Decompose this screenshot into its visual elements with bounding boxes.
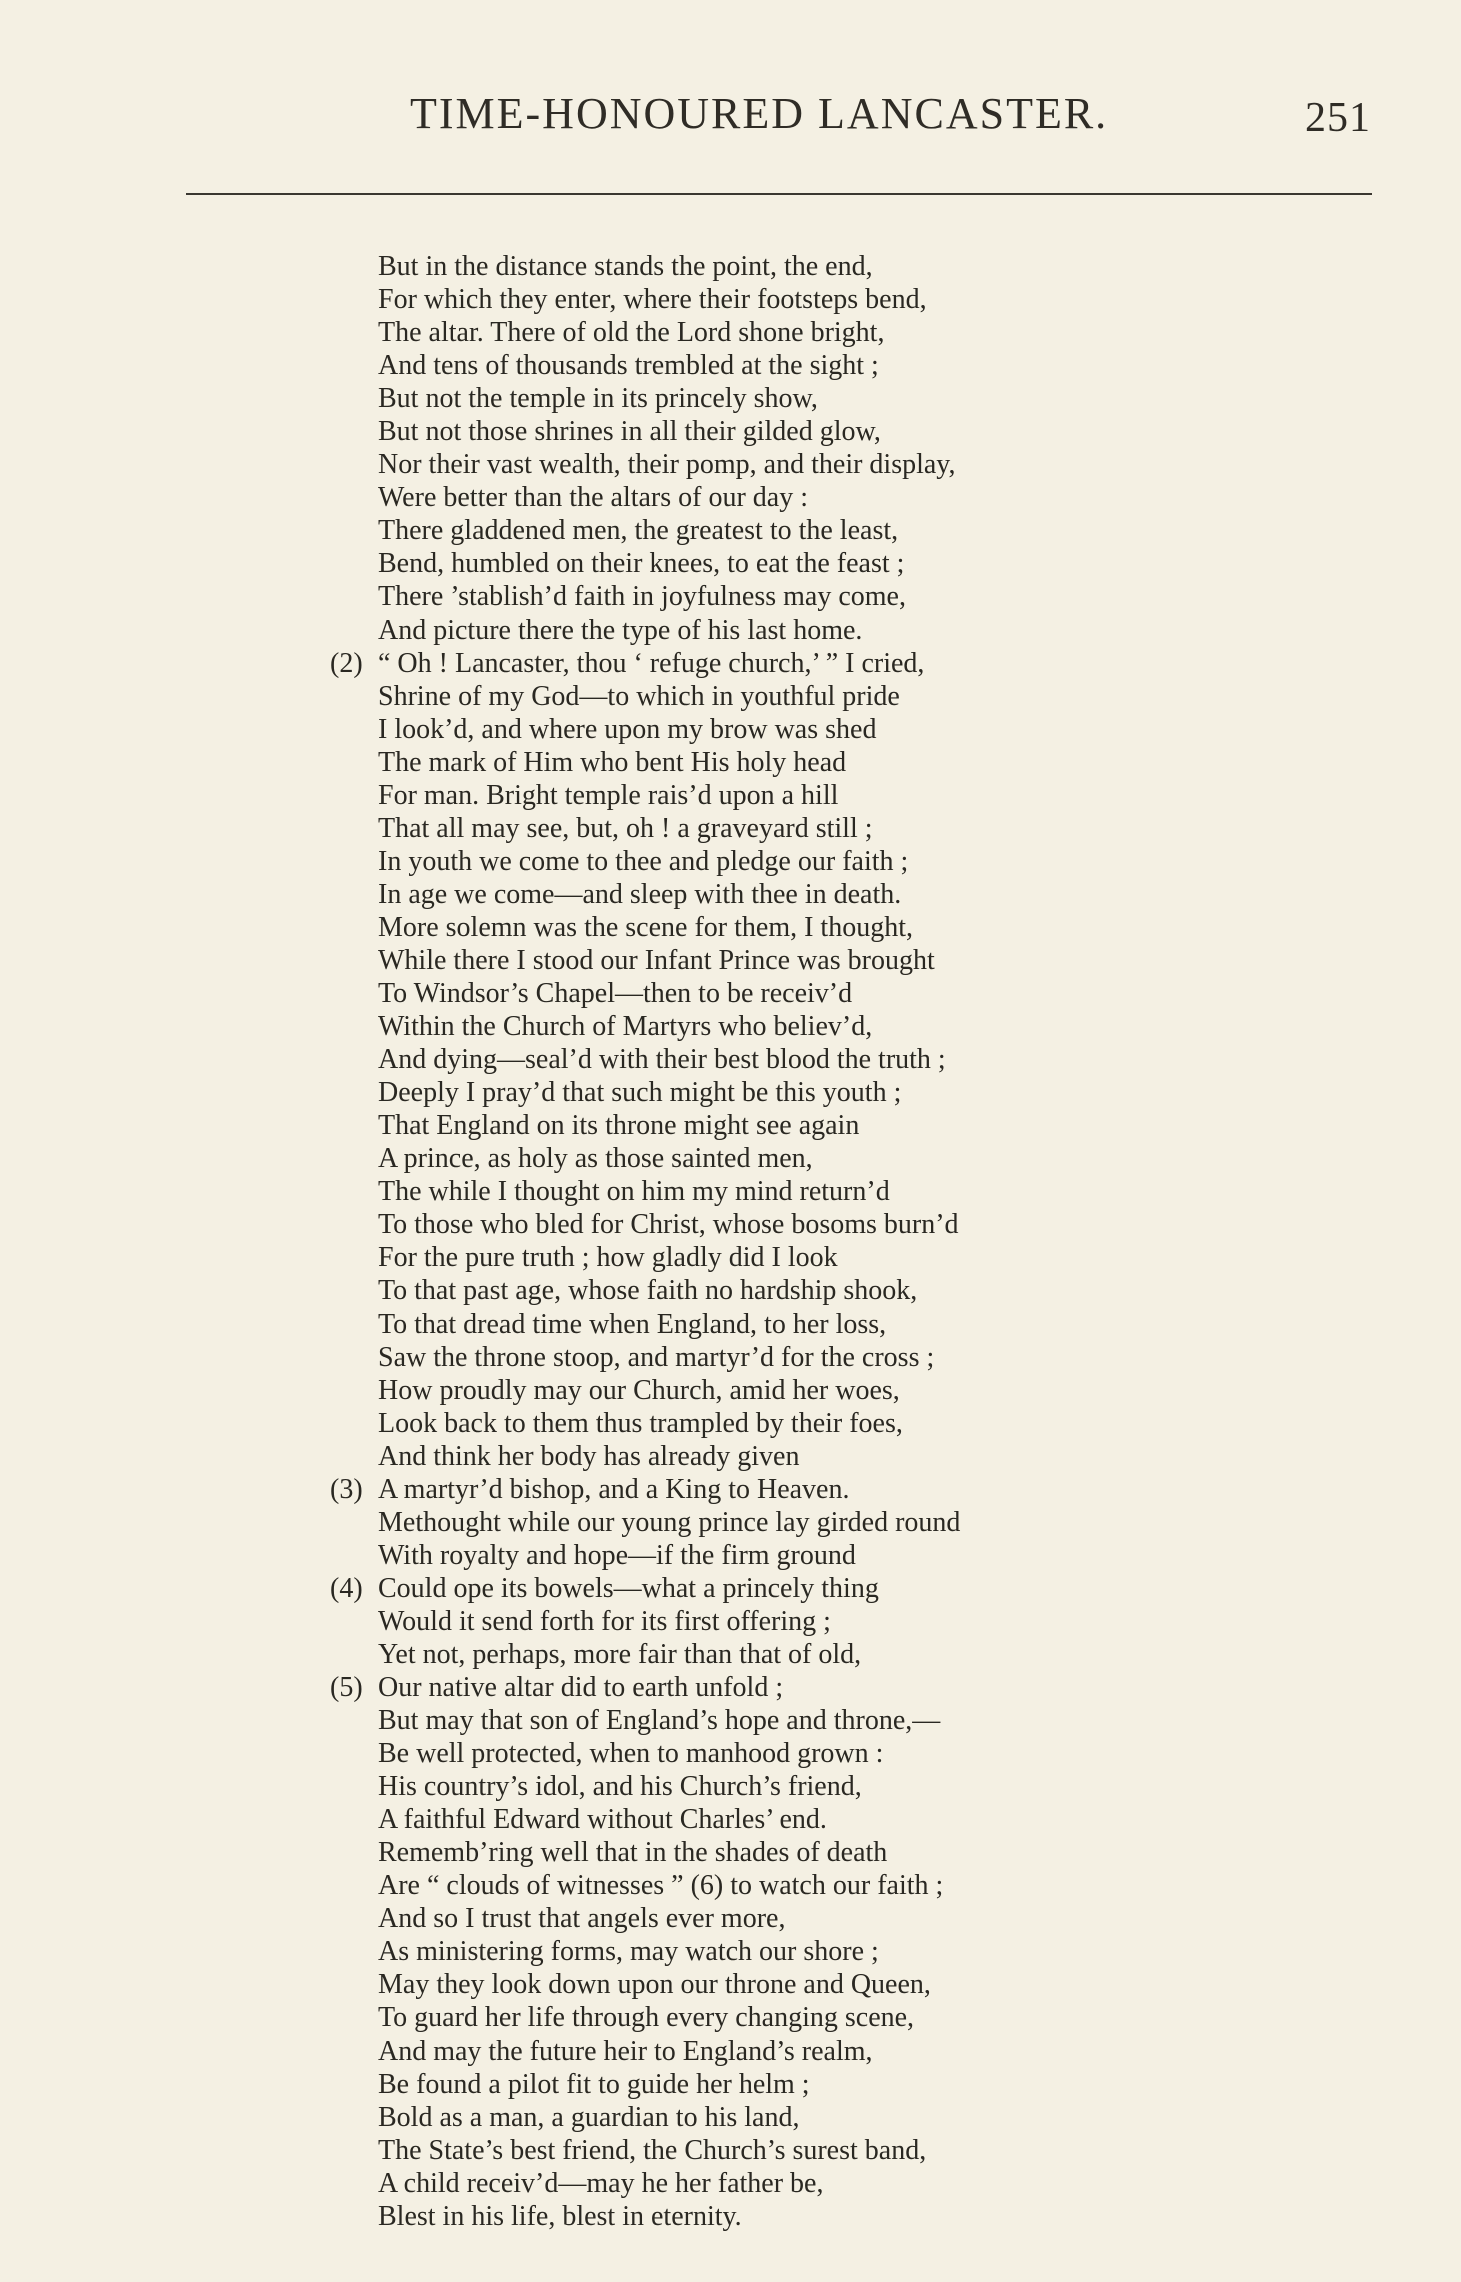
poem-line — [330, 2200, 1350, 2233]
poem-line-text: “ Oh ! Lancaster, thou ‘ refuge church,’ ” I cried, — [378, 647, 925, 679]
poem-line — [330, 283, 1350, 316]
running-head — [0, 88, 1461, 148]
poem-line-text: To that dread time when England, to her loss, — [378, 1308, 887, 1340]
poem-line — [330, 1671, 1350, 1704]
poem-line — [330, 1803, 1350, 1836]
poem-line — [330, 1968, 1350, 2001]
note-marker: (3) — [330, 1473, 363, 1505]
poem-line — [330, 1010, 1350, 1043]
poem-line-text: To those who bled for Christ, whose bosoms burn’d — [378, 1209, 959, 1241]
poem-line-text: Bold as a man, a guardian to his land, — [378, 2101, 800, 2133]
poem-line-text: A child receiv’d—may he her father be, — [378, 2167, 824, 2199]
header-rule — [186, 193, 1372, 195]
poem-line-text: And so I trust that angels ever more, — [378, 1903, 786, 1935]
poem-line-text: The mark of Him who bent His holy head — [378, 746, 847, 778]
poem-line-text: With royalty and hope—if the firm ground — [378, 1539, 856, 1571]
poem-line-text: Methought while our young prince lay girded round — [378, 1506, 961, 1538]
poem-line-text: But not the temple in its princely show, — [378, 383, 818, 415]
poem-line — [330, 977, 1350, 1010]
note-marker: (4) — [330, 1572, 363, 1604]
poem-line — [330, 1770, 1350, 1803]
poem-line — [330, 614, 1350, 647]
poem-line — [330, 1076, 1350, 1109]
poem-line-text: His country’s idol, and his Church’s friend, — [378, 1771, 862, 1803]
poem-line — [330, 878, 1350, 911]
poem-line — [330, 349, 1350, 382]
poem-line — [330, 1473, 1350, 1506]
poem-line-text: A prince, as holy as those sainted men, — [378, 1143, 813, 1175]
poem-line — [330, 1109, 1350, 1142]
poem-line — [330, 812, 1350, 845]
poem-line-text: To that past age, whose faith no hardship shook, — [378, 1275, 918, 1307]
poem-line — [330, 680, 1350, 713]
poem-line — [330, 2068, 1350, 2101]
poem-line — [330, 713, 1350, 746]
poem-line — [330, 1836, 1350, 1869]
poem-line — [330, 1043, 1350, 1076]
poem-line — [330, 547, 1350, 580]
poem-line-text: And may the future heir to England’s realm, — [378, 2035, 873, 2067]
poem-line-text: Nor their vast wealth, their pomp, and their display, — [378, 449, 956, 481]
poem-line-text: To guard her life through every changing scene, — [378, 2002, 915, 2034]
poem-line — [330, 1440, 1350, 1473]
poem-line — [330, 1407, 1350, 1440]
poem-line-text: Our native altar did to earth unfold ; — [378, 1672, 784, 1704]
poem-line-text: That all may see, but, oh ! a graveyard still ; — [378, 812, 873, 844]
poem-line-text: Saw the throne stoop, and martyr’d for the cross ; — [378, 1341, 935, 1373]
poem-line — [330, 1341, 1350, 1374]
poem-line-text: A faithful Edward without Charles’ end. — [378, 1804, 827, 1836]
poem-line — [330, 1638, 1350, 1671]
poem-line — [330, 2167, 1350, 2200]
poem-line — [330, 1539, 1350, 1572]
poem-line-text: Deeply I pray’d that such might be this youth ; — [378, 1077, 902, 1109]
poem-line-text: And think her body has already given — [378, 1440, 800, 1472]
poem-line-text: That England on its throne might see again — [378, 1110, 860, 1142]
poem-line-text: And tens of thousands trembled at the sight ; — [378, 350, 879, 382]
poem-line — [330, 514, 1350, 547]
poem-body — [330, 250, 1350, 2233]
poem-line-text: More solemn was the scene for them, I thought, — [378, 911, 913, 943]
poem-line — [330, 580, 1350, 613]
poem-line — [330, 1704, 1350, 1737]
poem-line — [330, 1274, 1350, 1307]
poem-line-text: How proudly may our Church, amid her woes, — [378, 1374, 900, 1406]
poem-line-text: But not those shrines in all their gilded glow, — [378, 416, 881, 448]
page-number: 251 — [1305, 95, 1371, 141]
poem-line-text: As ministering forms, may watch our shore ; — [378, 1936, 879, 1968]
poem-line — [330, 1308, 1350, 1341]
poem-line-text: But may that son of England’s hope and throne,— — [378, 1705, 941, 1737]
running-title: TIME-HONOURED LANCASTER. — [410, 89, 1109, 138]
poem-line-text: There ’stablish’d faith in joyfulness may come, — [378, 581, 906, 613]
poem-line — [330, 845, 1350, 878]
poem-line — [330, 779, 1350, 812]
poem-line — [330, 1208, 1350, 1241]
poem-line — [330, 911, 1350, 944]
poem-line-text: May they look down upon our throne and Queen, — [378, 1969, 931, 2001]
poem-line-text: For the pure truth ; how gladly did I look — [378, 1242, 838, 1274]
poem-line — [330, 448, 1350, 481]
poem-line-text: The State’s best friend, the Church’s surest band, — [378, 2134, 927, 2166]
poem-line — [330, 1737, 1350, 1770]
poem-line — [330, 382, 1350, 415]
poem-line-text: Bend, humbled on their knees, to eat the feast ; — [378, 548, 905, 580]
poem-line-text: Blest in his life, blest in eternity. — [378, 2200, 742, 2232]
poem-line-text: Would it send forth for its first offering ; — [378, 1605, 831, 1637]
poem-line-text: And picture there the type of his last home. — [378, 614, 863, 646]
poem-line-text: Within the Church of Martyrs who believ’d, — [378, 1011, 873, 1043]
poem-line-text: The while I thought on him my mind return’d — [378, 1176, 890, 1208]
poem-line — [330, 2035, 1350, 2068]
poem-line — [330, 415, 1350, 448]
poem-line-text: While there I stood our Infant Prince was brought — [378, 944, 935, 976]
poem-line — [330, 944, 1350, 977]
poem-line-text: Were better than the altars of our day : — [378, 482, 809, 514]
poem-line — [330, 1572, 1350, 1605]
poem-line — [330, 647, 1350, 680]
poem-line-text: The altar. There of old the Lord shone bright, — [378, 317, 885, 349]
note-marker: (5) — [330, 1672, 363, 1704]
poem-line — [330, 1142, 1350, 1175]
poem-line-text: I look’d, and where upon my brow was shed — [378, 713, 877, 745]
poem-line — [330, 1902, 1350, 1935]
poem-line-text: Yet not, perhaps, more fair than that of old, — [378, 1638, 862, 1670]
poem-line-text: But in the distance stands the point, the end, — [378, 251, 873, 282]
poem-line-text: A martyr’d bishop, and a King to Heaven. — [378, 1473, 850, 1505]
poem-line-text: In youth we come to thee and pledge our faith ; — [378, 845, 909, 877]
poem-line — [330, 250, 1350, 283]
poem-line-text: Rememb’ring well that in the shades of death — [378, 1837, 888, 1869]
poem-line-text: Be well protected, when to manhood grown : — [378, 1738, 884, 1770]
poem-line — [330, 2101, 1350, 2134]
poem-line-text: In age we come—and sleep with thee in death. — [378, 878, 902, 910]
poem-line — [330, 2134, 1350, 2167]
poem-line — [330, 746, 1350, 779]
poem-line — [330, 1869, 1350, 1902]
poem-line — [330, 481, 1350, 514]
poem-line — [330, 316, 1350, 349]
poem-line — [330, 1506, 1350, 1539]
poem-line — [330, 2001, 1350, 2034]
poem-line-text: Be found a pilot fit to guide her helm ; — [378, 2068, 810, 2100]
poem-line — [330, 1374, 1350, 1407]
poem-line-text: For man. Bright temple rais’d upon a hill — [378, 779, 839, 811]
poem-line — [330, 1241, 1350, 1274]
poem-line-text: Shrine of my God—to which in youthful pride — [378, 680, 900, 712]
poem-line-text: Could ope its bowels—what a princely thing — [378, 1572, 879, 1604]
poem-line — [330, 1605, 1350, 1638]
poem-line — [330, 1935, 1350, 1968]
poem-line-text: And dying—seal’d with their best blood the truth ; — [378, 1044, 946, 1076]
poem-line — [330, 1175, 1350, 1208]
poem-line-text: For which they enter, where their footsteps bend, — [378, 284, 927, 316]
poem-line-text: There gladdened men, the greatest to the least, — [378, 515, 899, 547]
poem-line-text: To Windsor’s Chapel—then to be receiv’d — [378, 978, 853, 1010]
note-marker: (2) — [330, 647, 363, 679]
poem-line-text: Are “ clouds of witnesses ” (6) to watch our faith ; — [378, 1870, 944, 1902]
poem-line-text: Look back to them thus trampled by their foes, — [378, 1407, 903, 1439]
